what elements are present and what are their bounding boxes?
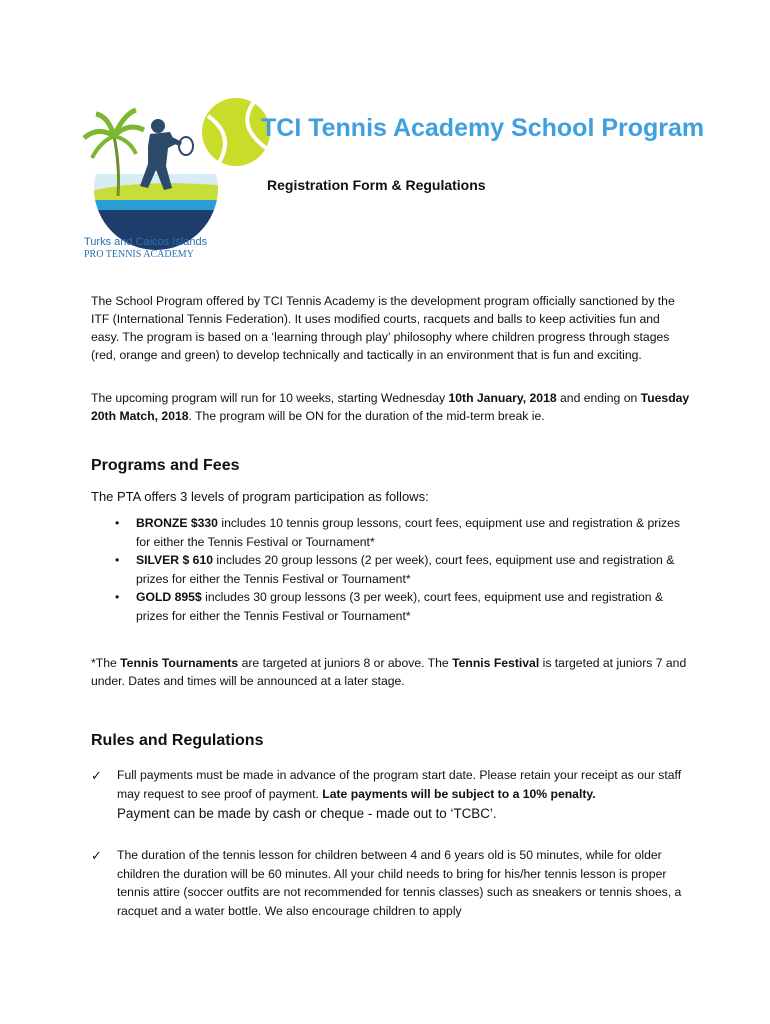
- schedule-text-e: . The program will be ON for the duration of the mid-term break ie.: [188, 409, 545, 423]
- rule-item-duration: [91, 846, 686, 920]
- program-name: BRONZE $330: [136, 516, 218, 530]
- bullet-icon: •: [115, 590, 120, 605]
- program-desc: includes 20 group lessons (2 per week), court fees, equipment use and registration & prizes for either the Tennis Festival or Tournament*: [136, 553, 675, 586]
- note-text-e: is targeted at juniors 7 and under. Dates and times will be announced at a later stage.: [91, 656, 687, 688]
- page-title: TCI Tennis Academy School Program: [261, 114, 705, 142]
- check-icon: ✓: [91, 768, 102, 783]
- programs-heading: Programs and Fees: [91, 457, 240, 474]
- rules-heading: Rules and Regulations: [91, 732, 264, 749]
- program-item-silver: [91, 551, 691, 588]
- rule-text: [117, 766, 686, 824]
- rule-duration-text: The duration of the tennis lesson for children between 4 and 6 years old is 50 minutes, while for older children the duration will be 60 minutes. All your child needs to bring for his/her tennis lesson is proper tennis attire (soccer outfits are not recommended for tennis classes) such as sneakers or tennis shoes, a racquet and a water bottle. We also encourage children to apply: [117, 848, 682, 918]
- page-subtitle: Registration Form & Regulations: [267, 177, 486, 193]
- bullet-icon: •: [115, 516, 120, 530]
- program-name: SILVER $ 610: [136, 553, 213, 568]
- academy-logo: [78, 96, 273, 261]
- payment-method: Payment can be made by cash or cheque - made out to ‘TCBC’.: [117, 806, 497, 821]
- logo-line2: PRO TENNIS ACADEMY: [84, 249, 194, 260]
- schedule-text-a: The upcoming program will run for 10 weeks, starting Wednesday: [91, 391, 449, 405]
- bullet-icon: •: [115, 553, 120, 568]
- start-date: 10th January, 2018: [448, 391, 557, 405]
- logo-graphic: [78, 96, 273, 261]
- program-item-bronze: [91, 514, 691, 551]
- note-text-a: *The: [91, 656, 121, 670]
- rule-payment-text: Full payments must be made in advance of the program start date. Please retain your receipt as our staff may request to see proof of payment.: [117, 768, 682, 801]
- program-desc: includes 30 group lessons (3 per week), court fees, equipment use and registration & prizes for either the Tennis Festival or Tournament*: [136, 590, 664, 623]
- program-name: GOLD 895$: [136, 590, 202, 605]
- intro-paragraph: The School Program offered by TCI Tennis Academy is the development program officially sanctioned by the ITF (International Tennis Federation). It uses modified courts, racquets and balls to keep activities fun and easy. The program is based on a ‘learning through play’ philosophy where children progress through stages (red, orange and green) to develop technically and tactically in an environment that is fun and exciting.: [91, 294, 675, 362]
- programs-lead: The PTA offers 3 levels of program participation as follows:: [91, 489, 429, 504]
- check-icon: ✓: [91, 848, 102, 863]
- rule-item-payment: [91, 766, 686, 824]
- schedule-paragraph: [91, 389, 691, 425]
- program-item-gold: [91, 588, 691, 625]
- sea-band: [88, 200, 228, 210]
- note-text-c: are targeted at juniors 8 or above. The: [238, 656, 453, 670]
- note-tournaments: Tennis Tournaments: [120, 656, 239, 670]
- late-penalty: Late payments will be subject to a 10% penalty.: [322, 787, 596, 801]
- programs-list: [91, 514, 691, 626]
- end-date: Tuesday 20th Match, 2018: [91, 391, 690, 423]
- note-festival: Tennis Festival: [452, 656, 540, 670]
- tournament-note: [91, 654, 691, 690]
- tennis-ball-icon: [202, 98, 270, 166]
- program-desc: includes 10 tennis group lessons, court fees, equipment use and registration & prizes for either the Tennis Festival or Tournament*: [136, 516, 681, 549]
- logo-line1: Turks and Caicos Islands: [84, 236, 208, 248]
- schedule-text-c: and ending on: [556, 391, 641, 405]
